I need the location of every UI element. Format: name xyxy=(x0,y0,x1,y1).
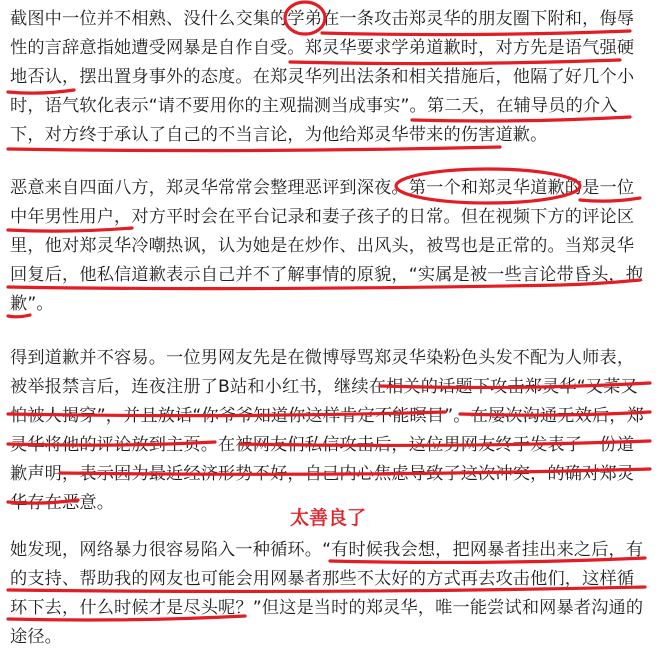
paragraph-4: 她发现，网络暴力很容易陷入一种循环。“有时候我会想，把网暴者挂出来之后，有的支持、帮助我的网友也可能会用网暴者那些不太好的方式再去攻击他们，这样循环下去，什么时候才是尽头呢？”但这是当时的郑灵华，唯一能尝试和网暴者沟通的途径。 xyxy=(10,540,644,647)
paragraph-2: 恶意来自四面八方，郑灵华常常会整理恶评到深夜。第一个和郑灵华道歉的是一位中年男性用户，对方平时会在平台记录和妻子孩子的日常。但在视频下方的评论区里，他对郑灵华冷嘲热讽，认为她是在炒作、出风头，被骂也是正常的。当郑灵华回复后，他私信道歉表示自己并不了解事情的原貌，“实属是被一些言论带昏头，抱歉”。 xyxy=(10,178,644,314)
paragraph-1: 截图中一位并不相熟、没什么交集的学弟在一条攻击郑灵华的朋友圈下附和，侮辱性的言辞意指她遭受网暴是自作自受。郑灵华要求学弟道歉时，对方先是语气强硬地否认，摆出置身事外的态度。在郑灵华列出法条和相关措施后，他隔了好几个小时，语气软化表示“请不要用你的主观揣测当成事实”。第二天，在辅导员的介入下，对方终于承认了自己的不当言论，为他给郑灵华带来的伤害道歉。 xyxy=(10,9,635,145)
paragraph-3: 得到道歉并不容易。一位男网友先是在微博辱骂郑灵华染粉色头发不配为人师表，被举报禁言后，连夜注册了B站和小红书，继续在相关的话题下攻击郑灵华“又菜又怕被人揭穿”，并且放话“你爷爷知道你这样肯定不能瞑目”。在屡次沟通无效后，郑灵华将他的评论放到主页。在被网友们私信攻击后，这位男网友终于发表了一份道歉声明，表示因为最近经济形势不好，自己内心焦虑导致了这次冲突，的确对郑灵华存在恶意。 xyxy=(10,348,644,513)
handwritten-annotation: 太善良了 xyxy=(290,507,367,529)
